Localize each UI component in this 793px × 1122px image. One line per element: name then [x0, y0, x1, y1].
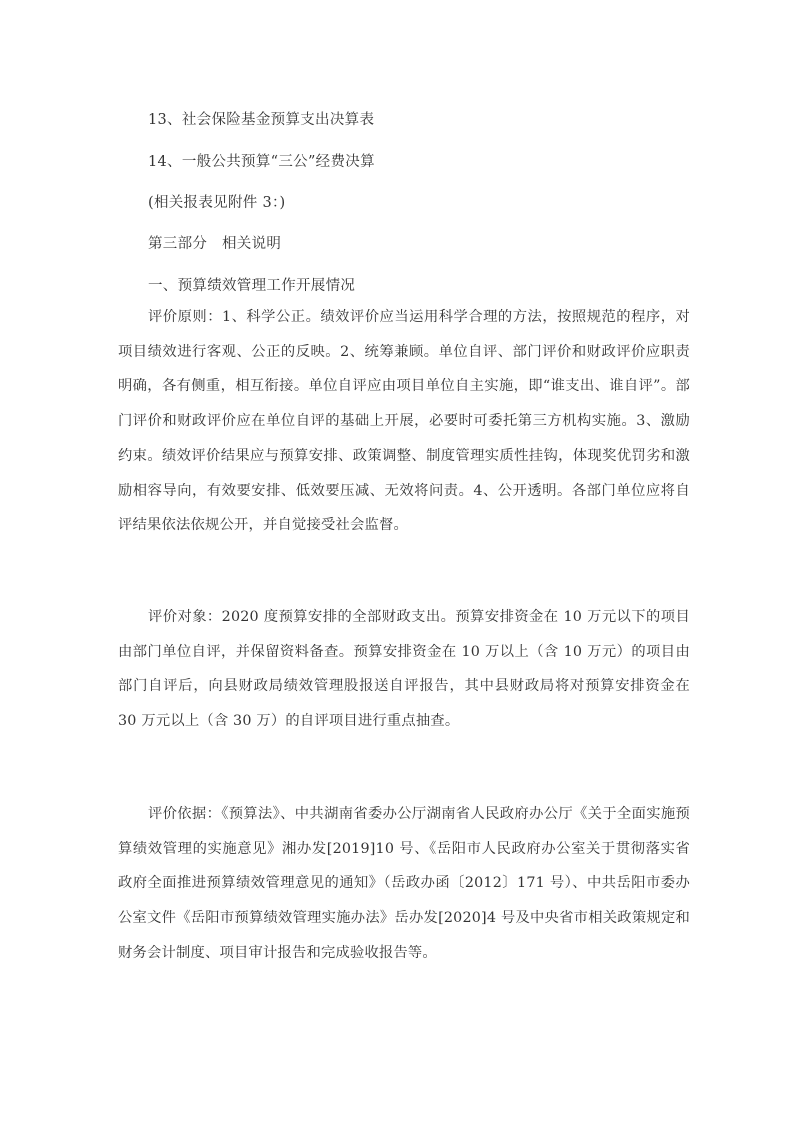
evaluation-basis-paragraph: 评价依据：《预算法》、中共湖南省委办公厅湖南省人民政府办公厅《关于全面实施预算绩效管理的实施意见》湘办发[2019]10 号、《岳阳市人民政府办公室关于贯彻落实省政府全面推进预算绩效管理意见的通知》（岳政办函〔2012〕171 号）、中共岳阳市委办公室文件《岳阳市预算绩效管理实施办法》岳办发[2020]4 号及中央省市相关政策规定和财务会计制度、项目审计报告和完成验收报告等。	[118, 806, 690, 961]
list-item-14: 14、一般公共预算“三公”经费决算	[148, 154, 375, 170]
list-item-13: 13、社会保险基金预算支出决算表	[148, 112, 375, 128]
evaluation-objects-paragraph: 评价对象：2020 度预算安排的全部财政支出。预算安排资金在 10 万元以下的项目由部门单位自评，并保留资料备查。预算安排资金在 10 万以上（含 10 万元）的项目由部门自评后，向县财政局绩效管理股报送自评报告，其中县财政局将对预算安排资金在 30 万元以上（含 30 万）的自评项目进行重点抽查。	[118, 609, 690, 730]
part-three-heading: 第三部分 相关说明	[148, 236, 282, 252]
evaluation-principles-paragraph: 评价原则：1、科学公正。绩效评价应当运用科学合理的方法，按照规范的程序，对项目绩效进行客观、公正的反映。2、统筹兼顾。单位自评、部门评价和财政评价应职责明确，各有侧重，相互衔接。单位自评应由项目单位自主实施，即“谁支出、谁自评”。部门评价和财政评价应在单位自评的基础上开展，必要时可委托第三方机构实施。3、激励约束。绩效评价结果应与预算安排、政策调整、制度管理实质性挂钩，体现奖优罚劣和激励相容导向，有效要安排、低效要压减、无效将问责。4、公开透明。各部门单位应将自评结果依法依规公开，并自觉接受社会监督。	[118, 309, 690, 534]
section-one-heading: 一、预算绩效管理工作开展情况	[148, 278, 356, 294]
attachment-note: (相关报表见附件 3：)	[148, 195, 286, 211]
